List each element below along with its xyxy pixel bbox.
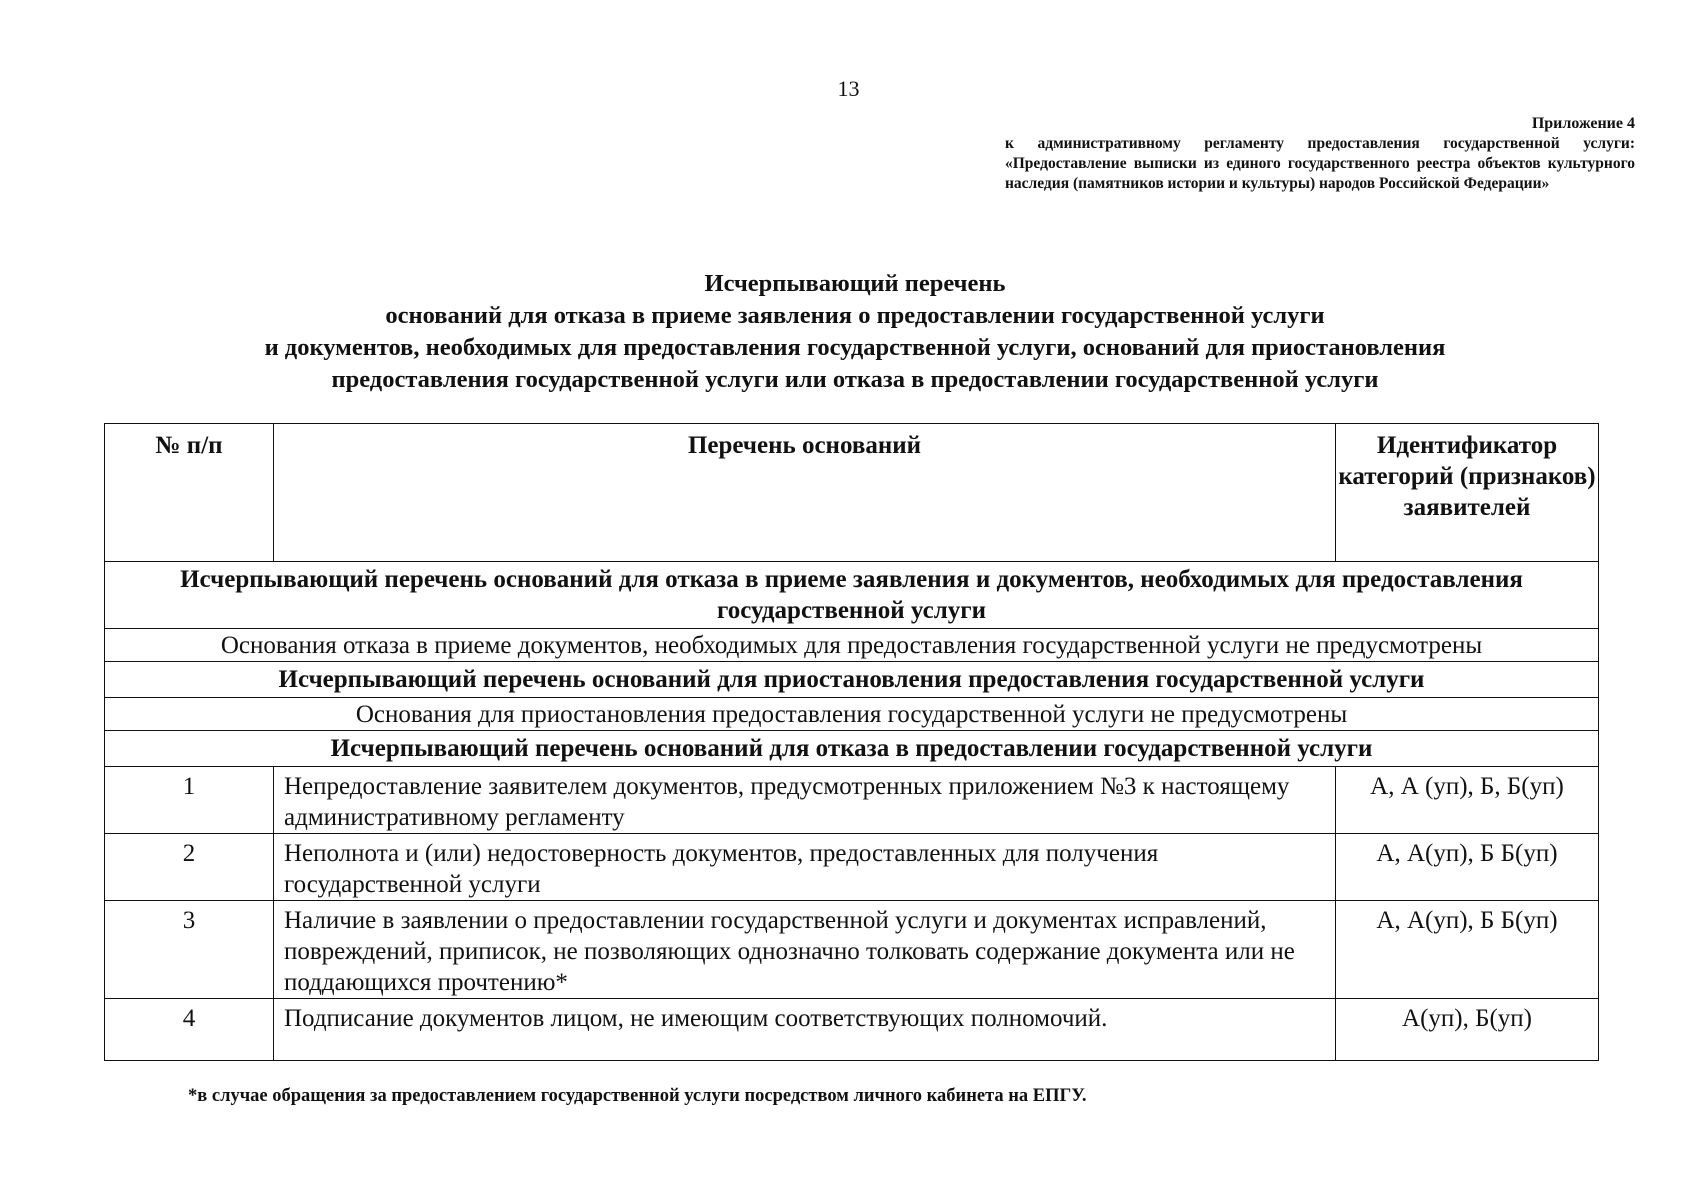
reasons-table	[104, 423, 1599, 1061]
row-identifier: А, А (уп), Б, Б(уп)	[1336, 767, 1599, 834]
appendix-title: Приложение 4	[1531, 115, 1635, 132]
section-2-note: Основания для приостановления предоставления государственной услуги не предусмотрены	[105, 698, 1599, 731]
row-identifier: А(уп), Б(уп)	[1336, 999, 1599, 1061]
table-row	[105, 767, 1599, 834]
section-2-note-row	[105, 698, 1599, 731]
appendix-text: к административному регламенту предоставления государственной услуги: «Предоставление выписки из единого государственного реестра объектов культурного наследия (памятников истории и культуры) народов Российской Федерации»	[1005, 135, 1635, 192]
row-identifier: А, А(уп), Б Б(уп)	[1336, 901, 1599, 999]
header-reasons: Перечень оснований	[274, 424, 1336, 562]
table-header-row	[105, 424, 1599, 562]
section-2-title-row	[105, 662, 1599, 698]
section-3-title-row	[105, 731, 1599, 767]
section-1-note: Основания отказа в приеме документов, необходимых для предоставления государственной услуги не предусмотрены	[105, 629, 1599, 662]
table-row	[105, 999, 1599, 1061]
row-identifier: А, А(уп), Б Б(уп)	[1336, 834, 1599, 901]
table-row	[105, 834, 1599, 901]
appendix-block	[1005, 114, 1635, 194]
row-number: 3	[105, 901, 274, 999]
row-text: Наличие в заявлении о предоставлении государственной услуги и документах исправлений, повреждений, приписок, не позволяющих однозначно толковать содержание документа или не поддающихся прочтению*	[274, 901, 1336, 999]
row-number: 1	[105, 767, 274, 834]
section-1-note-row	[105, 629, 1599, 662]
row-text: Неполнота и (или) недостоверность документов, предоставленных для получения государственной услуги	[274, 834, 1336, 901]
page-number: 13	[837, 76, 860, 101]
section-3-title: Исчерпывающий перечень оснований для отказа в предоставлении государственной услуги	[105, 731, 1599, 767]
table-row	[105, 901, 1599, 999]
document-title	[80, 268, 1630, 396]
row-number: 2	[105, 834, 274, 901]
row-text: Подписание документов лицом, не имеющим соответствующих полномочий.	[274, 999, 1336, 1061]
section-2-title: Исчерпывающий перечень оснований для приостановления предоставления государственной услуги	[105, 662, 1599, 698]
title-line-2: оснований для отказа в приеме заявления о предоставлении государственной услуги	[385, 302, 1325, 329]
section-1-title: Исчерпывающий перечень оснований для отказа в приеме заявления и документов, необходимых для предоставления государственной услуги	[105, 562, 1599, 629]
title-line-4: предоставления государственной услуги или отказа в предоставлении государственной услуги	[331, 366, 1379, 393]
header-number: № п/п	[105, 424, 274, 562]
header-identifier: Идентификатор категорий (признаков) заявителей	[1336, 424, 1599, 562]
footnote: *в случае обращения за предоставлением государственной услуги посредством личного кабинета на ЕПГУ.	[188, 1086, 1087, 1106]
row-text: Непредоставление заявителем документов, предусмотренных приложением №3 к настоящему административному регламенту	[274, 767, 1336, 834]
title-line-3: и документов, необходимых для предоставления государственной услуги, оснований для приостановления	[264, 334, 1446, 361]
section-1-title-row	[105, 562, 1599, 629]
row-number: 4	[105, 999, 274, 1061]
title-line-1: Исчерпывающий перечень	[704, 270, 1006, 297]
